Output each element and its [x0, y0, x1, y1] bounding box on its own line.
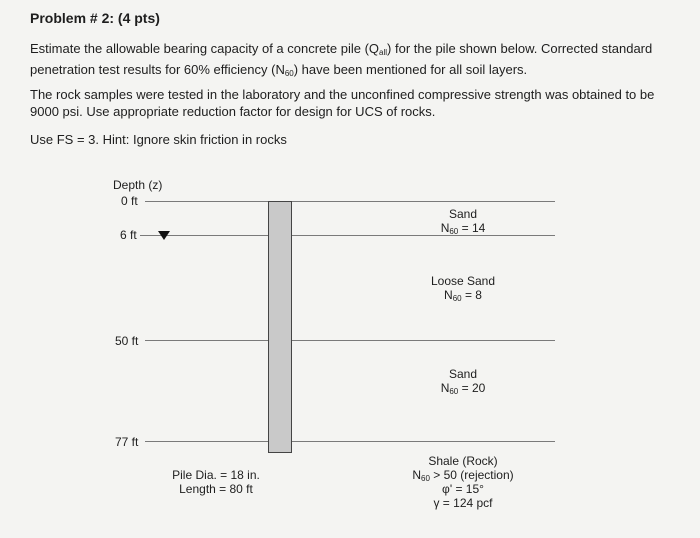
problem-title: Problem # 2: (4 pts) [30, 10, 160, 26]
layer-2-n60: $N_{60} = 8$ [444, 288, 482, 303]
boundary-line-77ft [145, 441, 555, 442]
layer-4-friction-angle: φ' = 15° [442, 482, 484, 496]
problem-paragraph-3: Use FS = 3. Hint: Ignore skin friction in rocks [30, 132, 287, 147]
layer-4-unit-weight: γ = 124 pcf [433, 496, 493, 510]
concrete-pile [268, 201, 292, 453]
layer-3-name: Sand [448, 367, 478, 381]
boundary-line-0ft [145, 201, 555, 202]
layer-4-name: Shale (Rock) [428, 454, 498, 468]
pile-diameter-label: Pile Dia. = 18 in. [172, 468, 260, 482]
layer-1-name: Sand [448, 207, 478, 221]
layer-2-name: Loose Sand [430, 274, 496, 288]
layer-4-n60: $N_{60} > 50$ (rejection) [412, 468, 514, 483]
pile-length-label: Length = 80 ft [179, 482, 253, 496]
depth-label-6: 6 ft [120, 228, 137, 242]
depth-label-50: 50 ft [115, 334, 139, 348]
depth-header: Depth (z) [113, 178, 163, 192]
water-table-marker-icon [158, 231, 170, 240]
boundary-line-50ft [145, 340, 555, 341]
depth-label-77: 77 ft [115, 435, 139, 449]
problem-paragraph-1: Estimate the allowable bearing capacity of a concrete pile $(Q_{all})$ for the pile shown below. Corrected standard penetration test results for 60% efficiency $(N_{60})$ have been mentioned for all soil layers. [30, 41, 653, 78]
problem-paragraph-2: The rock samples were tested in the laboratory and the unconfined compressive strength was obtained to be 9000 psi. Use appropriate reduction factor for design for UCS of rocks. [30, 87, 655, 119]
depth-label-0: 0 ft [121, 194, 138, 208]
layer-3-n60: $N_{60} = 20$ [440, 381, 486, 396]
layer-1-n60: $N_{60} = 14$ [440, 221, 486, 236]
